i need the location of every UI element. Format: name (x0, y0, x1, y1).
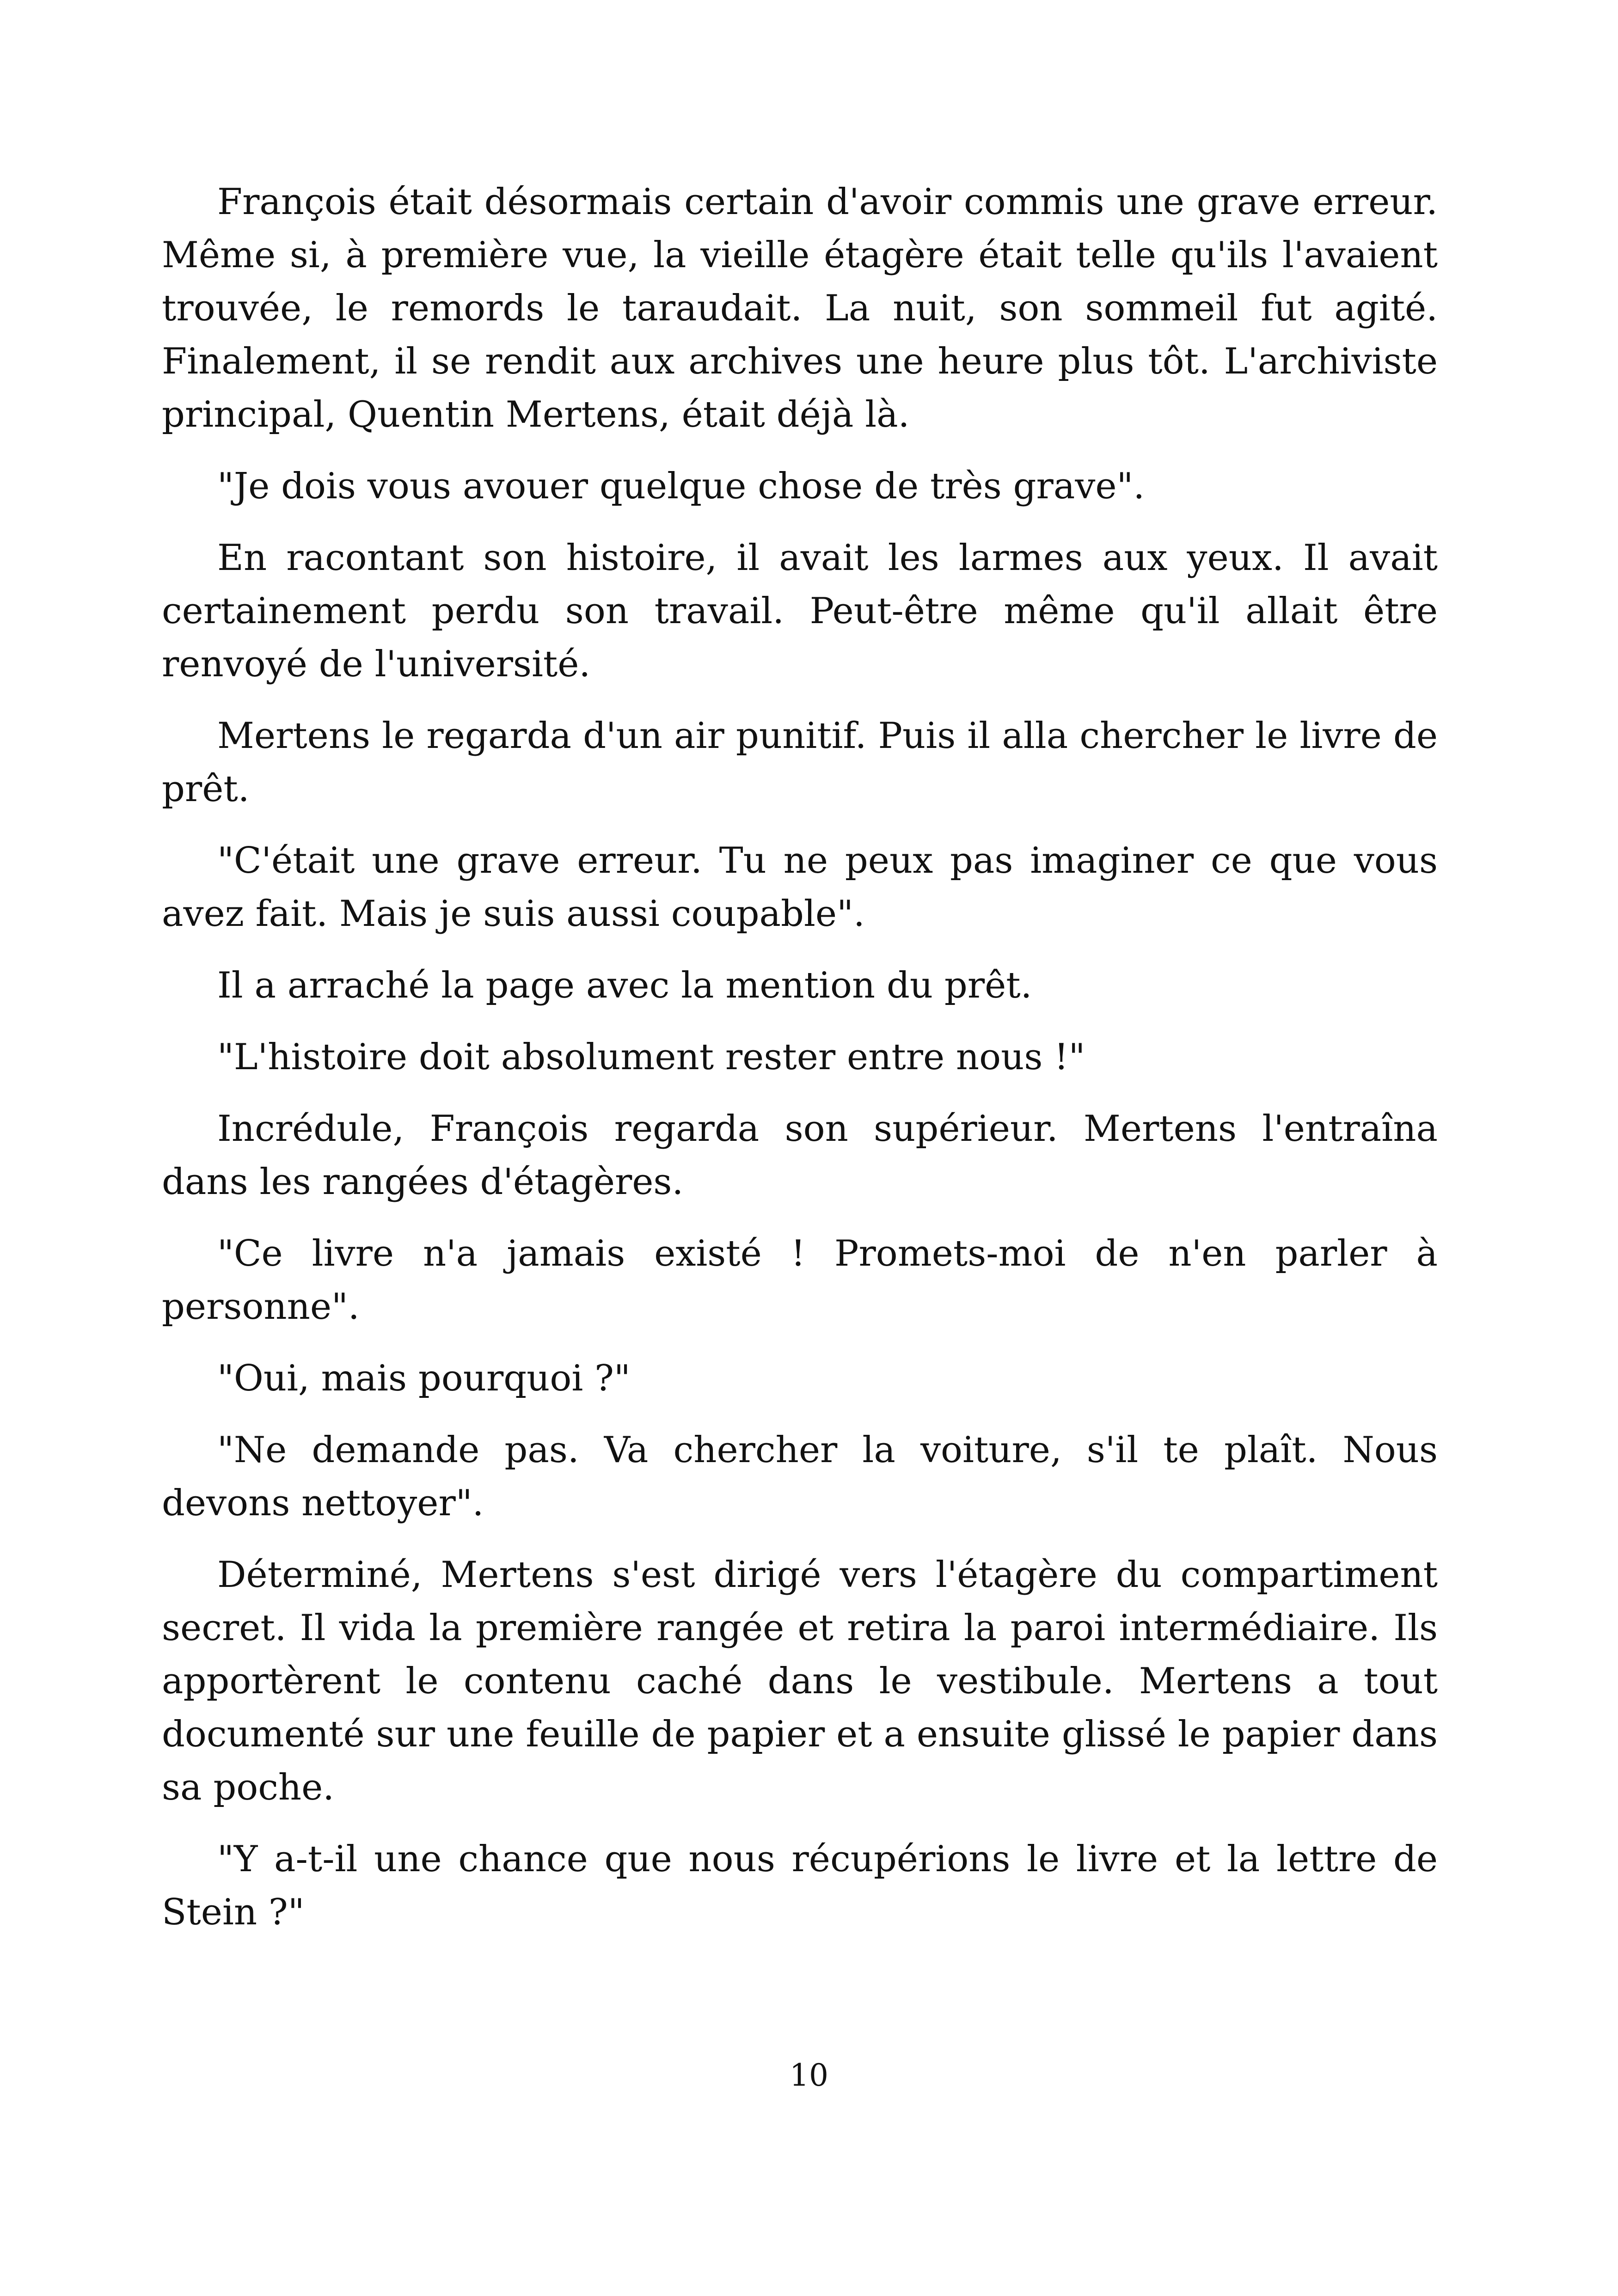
paragraph: "Ce livre n'a jamais existé ! Promets-moi de n'en parler à personne". (162, 1233, 1438, 1328)
paragraph: François était désormais certain d'avoir commis une grave erreur. Même si, à première vue, la vieille étagère était telle qu'ils l'avaient trouvée, le remords le taraudait. La nuit, son sommeil fut agité. Finalement, il se rendit aux archives une heure plus tôt. L'archiviste principal, Quentin Mertens, était déjà là. (162, 181, 1438, 435)
paragraph: Mertens le regarda d'un air punitif. Puis il alla chercher le livre de prêt. (162, 715, 1438, 810)
paragraph: Il a arraché la page avec la mention du prêt. (217, 965, 1032, 1006)
page-number: 10 (790, 2057, 828, 2093)
body-text (162, 176, 1438, 1958)
paragraph: "Y a-t-il une chance que nous récupérions le livre et la lettre de Stein ?" (162, 1838, 1438, 1933)
paragraph: "Je dois vous avouer quelque chose de très grave". (217, 465, 1145, 507)
paragraph: "C'était une grave erreur. Tu ne peux pas imaginer ce que vous avez fait. Mais je suis aussi coupable". (162, 840, 1438, 935)
paragraph: "Oui, mais pourquoi ?" (217, 1358, 631, 1399)
paragraph: En racontant son histoire, il avait les larmes aux yeux. Il avait certainement perdu son travail. Peut-être même qu'il allait être renvoyé de l'université. (162, 537, 1438, 685)
paragraph: "Ne demande pas. Va chercher la voiture, s'il te plaît. Nous devons nettoyer". (162, 1429, 1438, 1524)
paragraph: Incrédule, François regarda son supérieur. Mertens l'entraîna dans les rangées d'étagères. (162, 1108, 1438, 1203)
paragraph: "L'histoire doit absolument rester entre nous !" (217, 1036, 1085, 1078)
paragraph: Déterminé, Mertens s'est dirigé vers l'étagère du compartiment secret. Il vida la première rangée et retira la paroi intermédiaire. Ils apportèrent le contenu caché dans le vestibule. Mertens a tout documenté sur une feuille de papier et a ensuite glissé le papier dans sa poche. (162, 1554, 1438, 1808)
